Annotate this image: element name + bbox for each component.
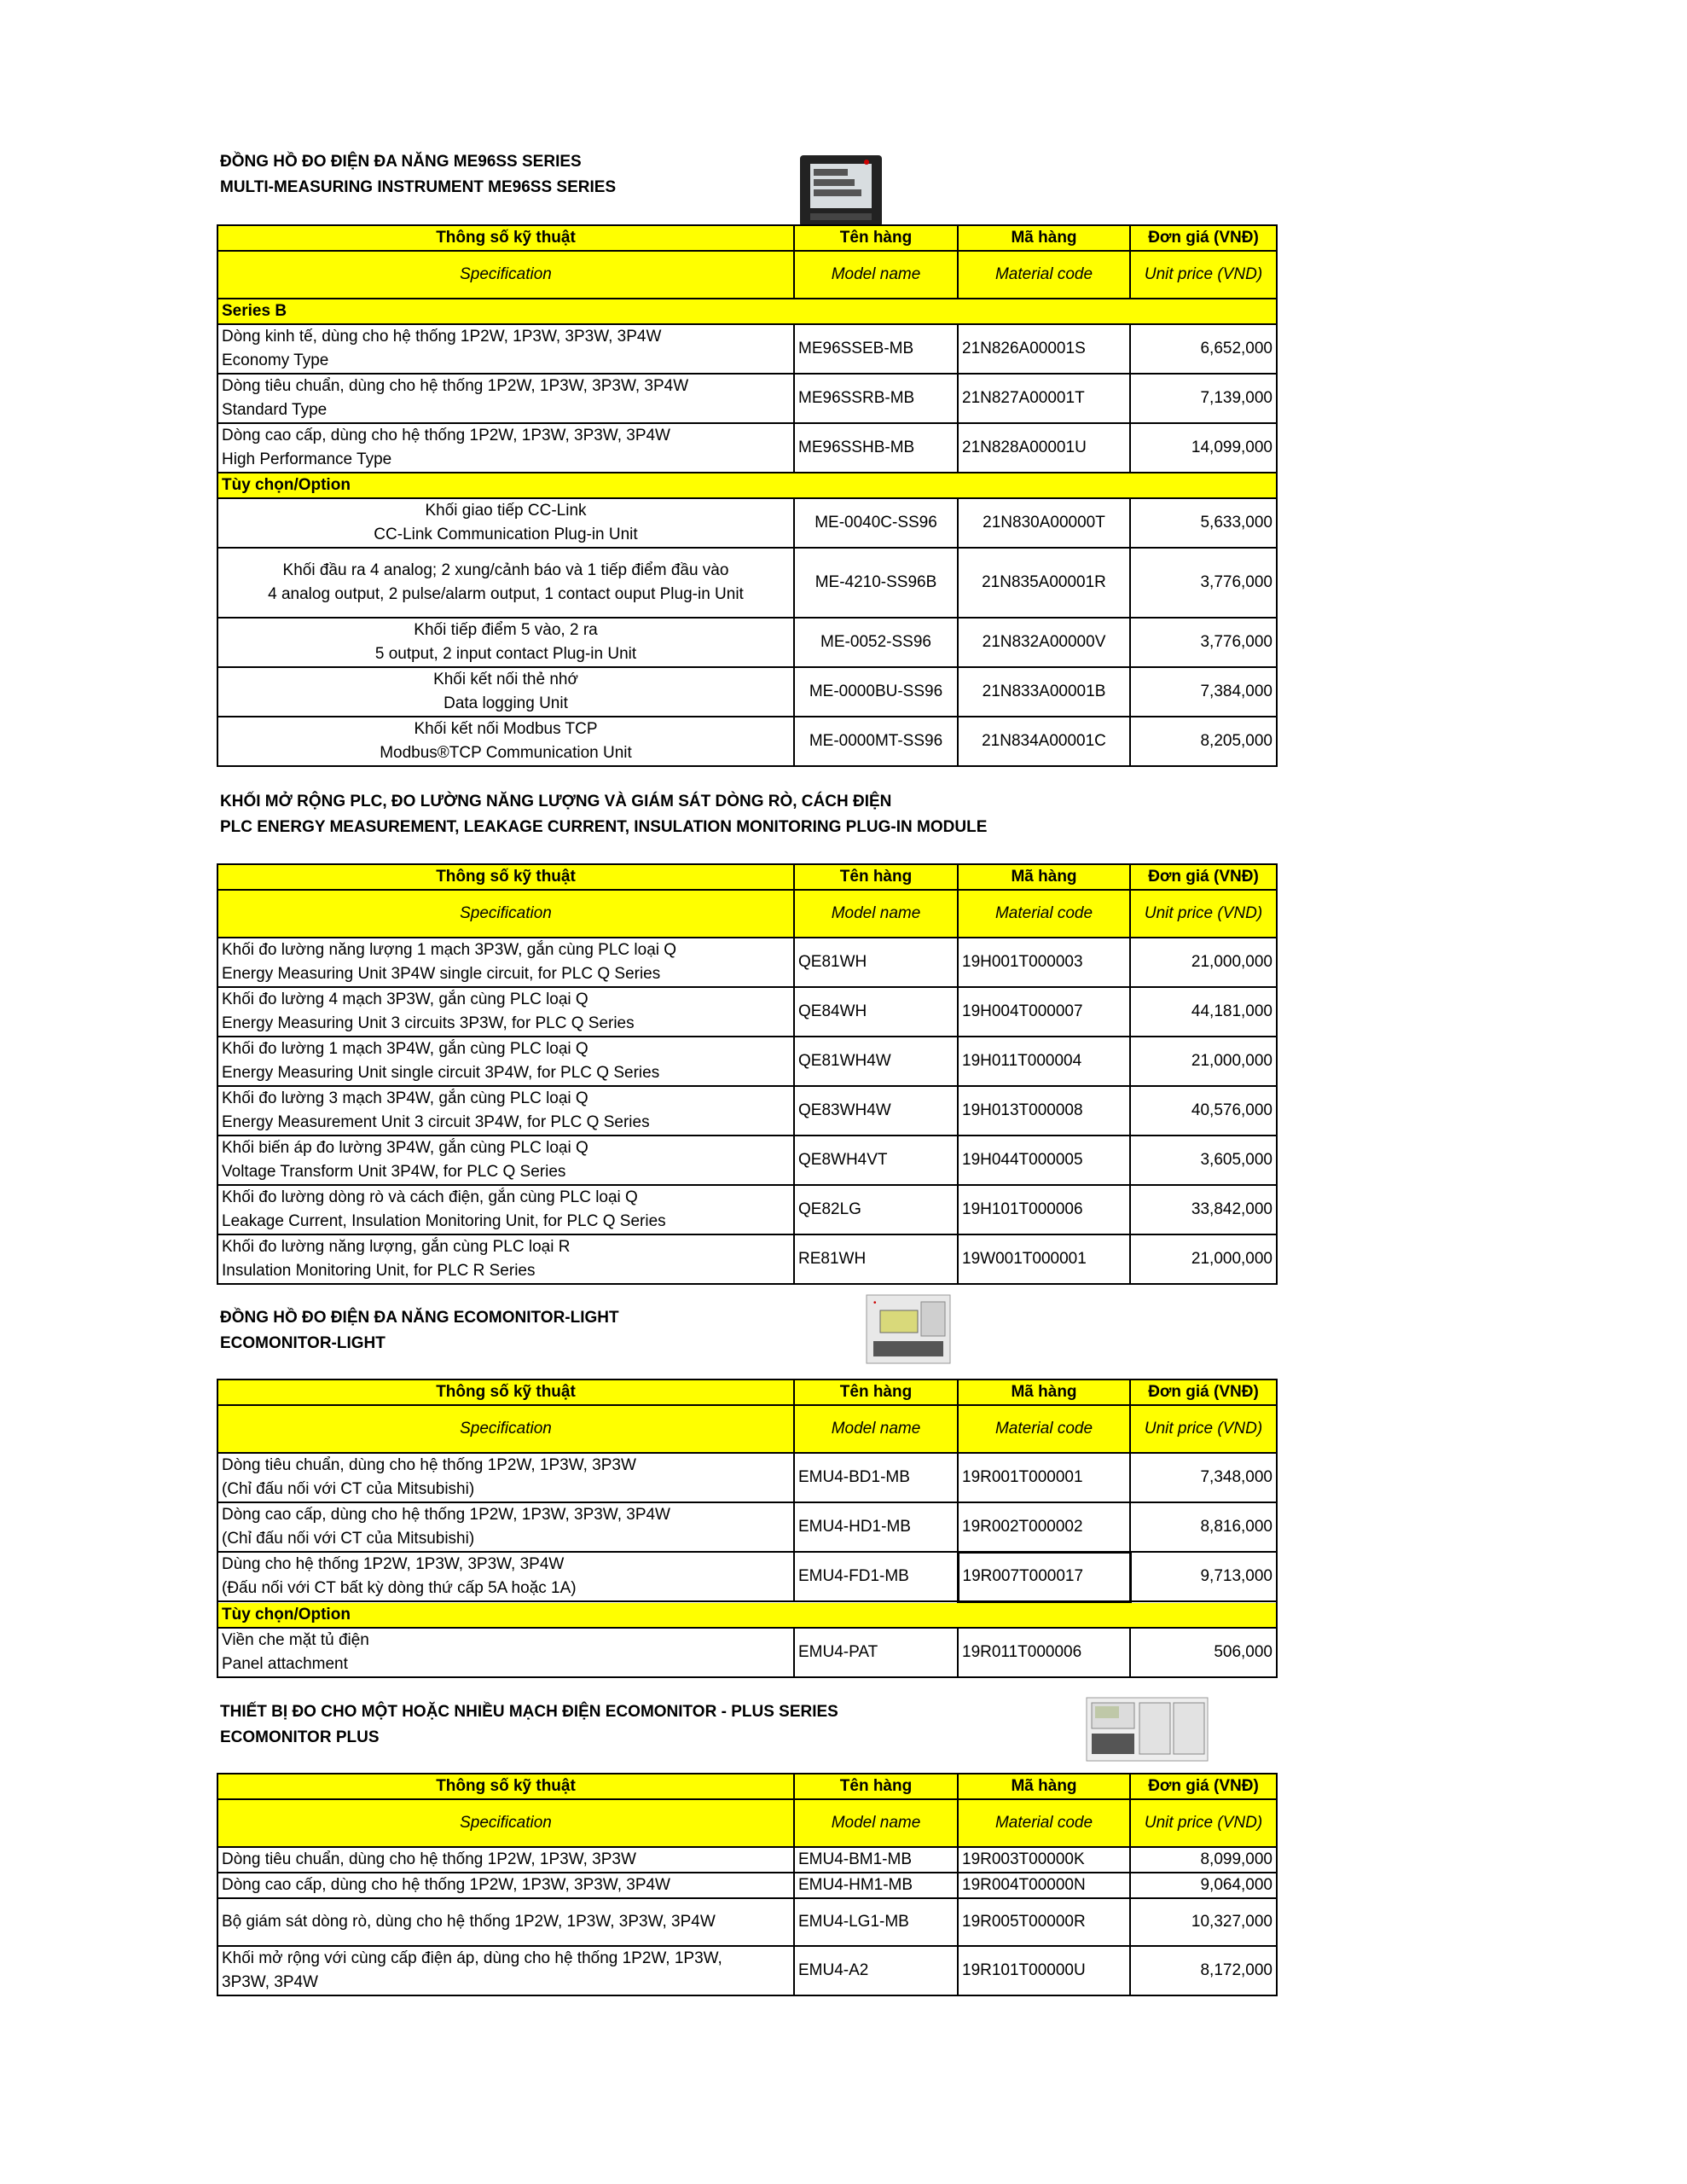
header-price: Đơn giá (VNĐ) — [1130, 1774, 1277, 1799]
spec-line-vi: Khối biến áp đo lường 3P4W, gắn cùng PLC loại Q — [222, 1139, 588, 1157]
header-row-vi — [217, 1774, 1277, 1799]
spec-cell — [217, 1234, 794, 1284]
spec-line-en: Energy Measuring Unit 3 circuits 3P3W, for PLC Q Series — [222, 1014, 635, 1032]
code-cell: 19R011T000006 — [958, 1628, 1130, 1677]
spec-line-cont: 3P3W, 3P4W — [222, 1973, 318, 1991]
spec-cell — [217, 1037, 794, 1086]
table-row — [217, 1037, 1277, 1086]
spec-line-en: Insulation Monitoring Unit, for PLC R Series — [222, 1262, 536, 1280]
header-name: Tên hàng — [794, 1774, 958, 1799]
table-row — [217, 1898, 1277, 1946]
spec-line-en: Voltage Transform Unit 3P4W, for PLC Q Series — [222, 1163, 566, 1181]
spec-line-en: Energy Measurement Unit 3 circuit 3P4W, for PLC Q Series — [222, 1113, 650, 1131]
spec-line-en: CC-Link Communication Plug-in Unit — [374, 526, 638, 543]
model-cell: EMU4-BM1-MB — [794, 1847, 958, 1873]
price-cell: 7,348,000 — [1130, 1453, 1277, 1502]
code-cell: 21N832A00000V — [958, 618, 1130, 667]
spec-line-vi: Khối đo lường 4 mạch 3P3W, gắn cùng PLC loại Q — [222, 990, 588, 1008]
code-cell: 19H044T000005 — [958, 1136, 1130, 1185]
spec-cell — [217, 717, 794, 766]
code-cell: 21N828A00001U — [958, 423, 1130, 473]
header-name: Tên hàng — [794, 1380, 958, 1405]
model-cell: ME-0000BU-SS96 — [794, 667, 958, 717]
table-row — [217, 423, 1277, 473]
price-cell: 3,776,000 — [1130, 618, 1277, 667]
header-price-en: Unit price (VND) — [1130, 251, 1277, 299]
table-row — [217, 1873, 1277, 1898]
header-name: Tên hàng — [794, 864, 958, 890]
price-cell: 8,099,000 — [1130, 1847, 1277, 1873]
price-cell: 10,327,000 — [1130, 1898, 1277, 1946]
spec-cell — [217, 1873, 794, 1898]
header-code: Mã hàng — [958, 1380, 1130, 1405]
header-price: Đơn giá (VNĐ) — [1130, 1380, 1277, 1405]
header-row-en — [217, 1799, 1277, 1847]
header-price: Đơn giá (VNĐ) — [1130, 225, 1277, 251]
header-name-en: Model name — [794, 251, 958, 299]
table-row — [217, 667, 1277, 717]
spec-line-en: Economy Type — [222, 351, 329, 369]
model-cell: QE82LG — [794, 1185, 958, 1234]
model-cell: ME-0000MT-SS96 — [794, 717, 958, 766]
spec-cell — [217, 548, 794, 618]
header-price-en: Unit price (VND) — [1130, 890, 1277, 938]
spec-cell — [217, 1898, 794, 1946]
price-cell: 21,000,000 — [1130, 1234, 1277, 1284]
code-cell: 19R007T000017 — [958, 1552, 1130, 1601]
spec-line-en: High Performance Type — [222, 450, 392, 468]
spec-cell — [217, 1628, 794, 1677]
header-row-en — [217, 1405, 1277, 1453]
table-row — [217, 1234, 1277, 1284]
header-row-en — [217, 890, 1277, 938]
table-row — [217, 324, 1277, 374]
spec-line-vi: Khối mở rộng với cùng cấp điện áp, dùng cho hệ thống 1P2W, 1P3W, — [222, 1949, 722, 1967]
price-cell: 33,842,000 — [1130, 1185, 1277, 1234]
header-price-en: Unit price (VND) — [1130, 1799, 1277, 1847]
header-code: Mã hàng — [958, 1774, 1130, 1799]
spec-line-vi: Dòng cao cấp, dùng cho hệ thống 1P2W, 1P3W, 3P3W, 3P4W — [222, 427, 670, 444]
spec-line-vi: Dòng cao cấp, dùng cho hệ thống 1P2W, 1P3W, 3P3W, 3P4W — [222, 1506, 670, 1524]
spec-line-vi: Khối giao tiếp CC-Link — [425, 502, 587, 520]
price-cell: 3,605,000 — [1130, 1136, 1277, 1185]
table-row — [217, 1453, 1277, 1502]
spec-line-en: Panel attachment — [222, 1654, 348, 1673]
spec-line-en: 4 analog output, 2 pulse/alarm output, 1 contact ouput Plug-in Unit — [268, 585, 744, 603]
table-row — [217, 1628, 1277, 1677]
ecomonitor-plus-product-image — [1083, 1686, 1211, 1768]
spec-cell — [217, 987, 794, 1037]
code-cell: 19W001T000001 — [958, 1234, 1130, 1284]
spec-line-vi: Dòng tiêu chuẩn, dùng cho hệ thống 1P2W, 1P3W, 3P3W, 3P4W — [222, 377, 689, 395]
model-cell: QE81WH4W — [794, 1037, 958, 1086]
table-row — [217, 1086, 1277, 1136]
table-row — [217, 548, 1277, 618]
header-name-en: Model name — [794, 890, 958, 938]
section2-title-en: PLC ENERGY MEASUREMENT, LEAKAGE CURRENT, INSULATION MONITORING PLUG-IN MODULE — [220, 818, 988, 836]
table-row — [217, 618, 1277, 667]
model-cell: EMU4-BD1-MB — [794, 1453, 958, 1502]
spec-cell — [217, 1847, 794, 1873]
price-cell: 14,099,000 — [1130, 423, 1277, 473]
spec-line-note: (Chỉ đấu nối với CT của Mitsubishi) — [222, 1480, 475, 1498]
section2-title — [220, 789, 987, 840]
spec-line-vi: Dùng cho hệ thống 1P2W, 1P3W, 3P3W, 3P4W — [222, 1555, 565, 1573]
model-cell: ME96SSEB-MB — [794, 324, 958, 374]
code-cell: 21N833A00001B — [958, 667, 1130, 717]
section4-title-vi: THIẾT BỊ ĐO CHO MỘT HOẶC NHIỀU MẠCH ĐIỆN ECOMONITOR - PLUS SERIES — [220, 1703, 838, 1721]
price-cell: 506,000 — [1130, 1628, 1277, 1677]
spec-line-vi: Bộ giám sát dòng rò, dùng cho hệ thống 1P2W, 1P3W, 3P3W, 3P4W — [222, 1913, 716, 1931]
table-row — [217, 1847, 1277, 1873]
spec-cell — [217, 1453, 794, 1502]
spec-cell — [217, 498, 794, 548]
spec-cell — [217, 423, 794, 473]
price-cell: 7,139,000 — [1130, 374, 1277, 423]
spec-line-vi: Khối kết nối thẻ nhớ — [433, 671, 578, 688]
price-cell: 21,000,000 — [1130, 1037, 1277, 1086]
table-row — [217, 1185, 1277, 1234]
table-row — [217, 374, 1277, 423]
spec-cell — [217, 1086, 794, 1136]
spec-line-vi: Dòng cao cấp, dùng cho hệ thống 1P2W, 1P3W, 3P3W, 3P4W — [222, 1876, 670, 1894]
code-cell: 19R002T000002 — [958, 1502, 1130, 1552]
me96ss-table — [217, 224, 1278, 767]
model-cell: EMU4-HM1-MB — [794, 1873, 958, 1898]
spec-line-vi: Khối đo lường dòng rò và cách điện, gắn cùng PLC loại Q — [222, 1188, 638, 1206]
model-cell: ME-0052-SS96 — [794, 618, 958, 667]
code-cell: 21N830A00000T — [958, 498, 1130, 548]
price-cell: 8,816,000 — [1130, 1502, 1277, 1552]
spec-line-en: Leakage Current, Insulation Monitoring Unit, for PLC Q Series — [222, 1212, 666, 1230]
table-row — [217, 717, 1277, 766]
svg-text:•: • — [873, 1298, 877, 1308]
spec-line-vi: Khối đo lường 3 mạch 3P4W, gắn cùng PLC loại Q — [222, 1089, 588, 1107]
spec-cell — [217, 1502, 794, 1552]
model-cell: EMU4-A2 — [794, 1946, 958, 1995]
header-row-en — [217, 251, 1277, 299]
price-cell: 6,652,000 — [1130, 324, 1277, 374]
section1-title-vi: ĐỒNG HỒ ĐO ĐIỆN ĐA NĂNG ME96SS SERIES — [220, 153, 582, 171]
model-cell: ME96SSRB-MB — [794, 374, 958, 423]
model-cell: ME-0040C-SS96 — [794, 498, 958, 548]
spec-cell — [217, 1946, 794, 1995]
model-cell: EMU4-LG1-MB — [794, 1898, 958, 1946]
price-cell: 21,000,000 — [1130, 938, 1277, 987]
spec-line-en: Energy Measuring Unit 3P4W single circuit, for PLC Q Series — [222, 965, 661, 983]
model-cell: ME96SSHB-MB — [794, 423, 958, 473]
spec-cell — [217, 1552, 794, 1601]
table-row — [217, 1946, 1277, 1995]
model-cell: EMU4-HD1-MB — [794, 1502, 958, 1552]
group-option: Tùy chọn/Option — [217, 1601, 1277, 1628]
spec-line-vi: Khối đầu ra 4 analog; 2 xung/cảnh báo và 1 tiếp điểm đầu vào — [282, 561, 729, 579]
table-row — [217, 1502, 1277, 1552]
header-code: Mã hàng — [958, 225, 1130, 251]
spec-line-note: (Đấu nối với CT bất kỳ dòng thứ cấp 5A hoặc 1A) — [222, 1579, 577, 1597]
header-spec: Thông số kỹ thuật — [217, 864, 794, 890]
header-row-vi — [217, 225, 1277, 251]
price-cell: 9,713,000 — [1130, 1552, 1277, 1601]
header-spec-en: Specification — [217, 890, 794, 938]
price-cell: 3,776,000 — [1130, 548, 1277, 618]
header-spec-en: Specification — [217, 1405, 794, 1453]
code-cell: 21N834A00001C — [958, 717, 1130, 766]
header-spec: Thông số kỹ thuật — [217, 225, 794, 251]
group-series-b: Series B — [217, 299, 1277, 324]
price-cell: 7,384,000 — [1130, 667, 1277, 717]
header-code-en: Material code — [958, 890, 1130, 938]
header-name-en: Model name — [794, 1799, 958, 1847]
code-cell: 19H004T000007 — [958, 987, 1130, 1037]
section3-title-vi: ĐỒNG HỒ ĐO ĐIỆN ĐA NĂNG ECOMONITOR-LIGHT — [220, 1309, 619, 1327]
model-cell: EMU4-FD1-MB — [794, 1552, 958, 1601]
plc-module-table — [217, 863, 1278, 1285]
header-spec-en: Specification — [217, 251, 794, 299]
code-cell: 21N835A00001R — [958, 548, 1130, 618]
section1-title-en: MULTI-MEASURING INSTRUMENT ME96SS SERIES — [220, 178, 617, 196]
spec-line-vi: Dòng tiêu chuẩn, dùng cho hệ thống 1P2W, 1P3W, 3P3W — [222, 1850, 636, 1868]
header-spec: Thông số kỹ thuật — [217, 1774, 794, 1799]
table-row — [217, 987, 1277, 1037]
model-cell: RE81WH — [794, 1234, 958, 1284]
group-row — [217, 473, 1277, 498]
header-row-vi — [217, 1380, 1277, 1405]
code-cell: 19H001T000003 — [958, 938, 1130, 987]
spec-line-vi: Khối tiếp điểm 5 vào, 2 ra — [414, 621, 598, 639]
spec-line-vi: Dòng kinh tế, dùng cho hệ thống 1P2W, 1P3W, 3P3W, 3P4W — [222, 328, 662, 346]
header-code: Mã hàng — [958, 864, 1130, 890]
price-cell: 9,064,000 — [1130, 1873, 1277, 1898]
header-row-vi — [217, 864, 1277, 890]
section4-title — [220, 1699, 838, 1751]
spec-cell — [217, 324, 794, 374]
price-cell: 8,205,000 — [1130, 717, 1277, 766]
model-cell: QE83WH4W — [794, 1086, 958, 1136]
code-cell: 19R003T00000K — [958, 1847, 1130, 1873]
table-row — [217, 1136, 1277, 1185]
spec-line-en: Energy Measuring Unit single circuit 3P4W, for PLC Q Series — [222, 1064, 660, 1082]
spec-line-vi: Khối đo lường năng lượng 1 mạch 3P3W, gắn cùng PLC loại Q — [222, 941, 677, 959]
model-cell: QE81WH — [794, 938, 958, 987]
header-name-en: Model name — [794, 1405, 958, 1453]
header-code-en: Material code — [958, 251, 1130, 299]
spec-line-en: 5 output, 2 input contact Plug-in Unit — [374, 645, 637, 663]
code-cell: 21N827A00001T — [958, 374, 1130, 423]
spec-line-vi: Khối đo lường năng lượng, gắn cùng PLC loại R — [222, 1238, 571, 1256]
header-spec-en: Specification — [217, 1799, 794, 1847]
ecomonitor-plus-table — [217, 1773, 1278, 1996]
table-row — [217, 1552, 1277, 1601]
section3-title-en: ECOMONITOR-LIGHT — [220, 1334, 386, 1352]
header-price-en: Unit price (VND) — [1130, 1405, 1277, 1453]
spec-cell — [217, 667, 794, 717]
me96ss-product-image — [798, 154, 884, 229]
group-row — [217, 299, 1277, 324]
header-price: Đơn giá (VNĐ) — [1130, 864, 1277, 890]
spec-cell — [217, 938, 794, 987]
header-spec: Thông số kỹ thuật — [217, 1380, 794, 1405]
price-cell: 8,172,000 — [1130, 1946, 1277, 1995]
spec-line-vi: Viền che mặt tủ điện — [222, 1630, 369, 1649]
model-cell: EMU4-PAT — [794, 1628, 958, 1677]
section1-title — [220, 149, 616, 200]
code-cell: 19H101T000006 — [958, 1185, 1130, 1234]
code-cell: 21N826A00001S — [958, 324, 1130, 374]
spec-line-en: Standard Type — [222, 401, 328, 419]
code-cell: 19R101T00000U — [958, 1946, 1130, 1995]
header-code-en: Material code — [958, 1405, 1130, 1453]
group-row — [217, 1601, 1277, 1628]
section3-title — [220, 1305, 619, 1356]
ecomonitor-light-product-image — [861, 1287, 955, 1368]
spec-line-vi: Khối đo lường 1 mạch 3P4W, gắn cùng PLC loại Q — [222, 1040, 588, 1058]
code-cell: 19R001T000001 — [958, 1453, 1130, 1502]
spec-cell — [217, 618, 794, 667]
section4-title-en: ECOMONITOR PLUS — [220, 1728, 380, 1746]
spec-cell — [217, 1136, 794, 1185]
code-cell: 19R005T00000R — [958, 1898, 1130, 1946]
code-cell: 19H011T000004 — [958, 1037, 1130, 1086]
spec-cell — [217, 1185, 794, 1234]
section2-title-vi: KHỐI MỞ RỘNG PLC, ĐO LƯỜNG NĂNG LƯỢNG VÀ GIÁM SÁT DÒNG RÒ, CÁCH ĐIỆN — [220, 793, 892, 810]
price-cell: 40,576,000 — [1130, 1086, 1277, 1136]
spec-line-en: Data logging Unit — [443, 694, 568, 712]
spec-line-vi: Dòng tiêu chuẩn, dùng cho hệ thống 1P2W, 1P3W, 3P3W — [222, 1456, 636, 1474]
model-cell: ME-4210-SS96B — [794, 548, 958, 618]
spec-line-note: (Chỉ đấu nối với CT của Mitsubishi) — [222, 1530, 475, 1548]
table-row — [217, 498, 1277, 548]
header-name: Tên hàng — [794, 225, 958, 251]
group-option: Tùy chọn/Option — [217, 473, 1277, 498]
model-cell: QE84WH — [794, 987, 958, 1037]
table-row — [217, 938, 1277, 987]
header-code-en: Material code — [958, 1799, 1130, 1847]
price-cell: 5,633,000 — [1130, 498, 1277, 548]
code-cell: 19R004T00000N — [958, 1873, 1130, 1898]
spec-line-vi: Khối kết nối Modbus TCP — [414, 720, 598, 738]
ecomonitor-light-table — [217, 1379, 1278, 1678]
code-cell: 19H013T000008 — [958, 1086, 1130, 1136]
spec-cell — [217, 374, 794, 423]
spec-line-en: Modbus®TCP Communication Unit — [380, 744, 632, 762]
price-cell: 44,181,000 — [1130, 987, 1277, 1037]
model-cell: QE8WH4VT — [794, 1136, 958, 1185]
